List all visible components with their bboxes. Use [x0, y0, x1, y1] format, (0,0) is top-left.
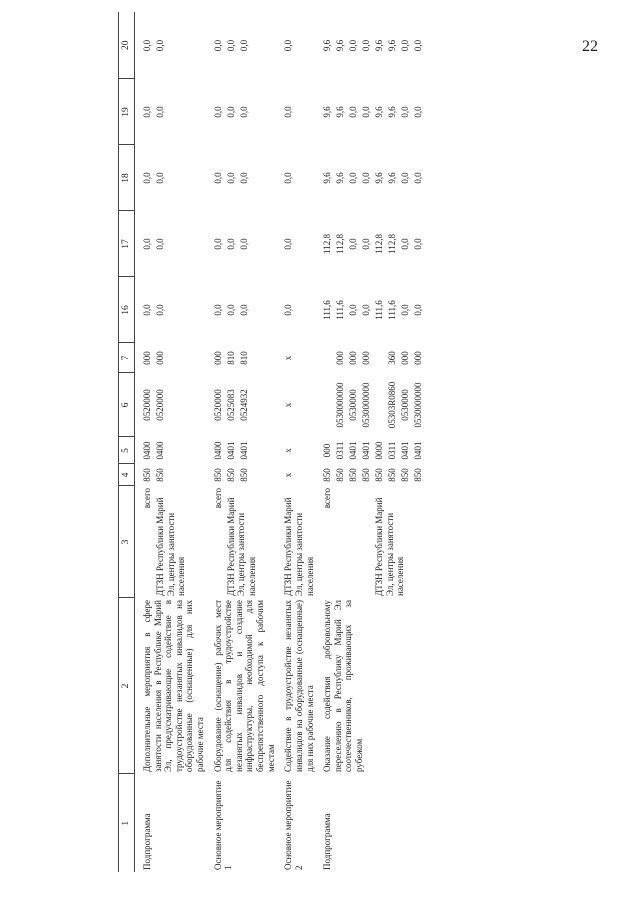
cell-value: 000: [400, 351, 411, 365]
row-description: Содействие в трудоустройстве незанятых инвалидов на оборудованные (оснащенные) для них рабочие места: [283, 600, 315, 772]
cell-value: 0,0: [361, 172, 372, 184]
cell-c4: [315, 464, 426, 486]
cell-value: 0,0: [155, 238, 165, 250]
cell-value: 0524932: [238, 389, 249, 421]
cell-value: 0,0: [142, 106, 152, 118]
cell-value: 0,0: [361, 304, 372, 316]
cell-c19: [135, 79, 206, 145]
cell-value: 850: [238, 468, 249, 482]
cell-value: [374, 345, 387, 371]
cell-value: 850: [374, 468, 385, 482]
cell-value: 0,0: [238, 39, 249, 52]
cell-value: 850: [225, 468, 236, 482]
cell-c19: [315, 79, 426, 145]
cell-value: 0,0: [238, 106, 249, 118]
cell-value: 850: [400, 468, 411, 482]
cell-value: 05303R0860: [387, 381, 398, 429]
cell-c5: [206, 437, 277, 464]
cell-value: 0,0: [155, 172, 165, 184]
cell-value: 850: [387, 468, 398, 482]
cell-value: 0,0: [400, 106, 411, 118]
col-header-19: 19: [119, 79, 135, 145]
table-body: [135, 12, 427, 872]
cell-value: 0,0: [225, 238, 236, 250]
cell-c6: [206, 373, 277, 437]
cell-c20: [315, 12, 426, 79]
cell-value: 112,8: [335, 234, 346, 254]
cell-value: 850: [142, 468, 152, 482]
executor-line: всего: [322, 488, 333, 509]
cell-value: 850: [413, 468, 424, 482]
cell-value: 360: [387, 351, 398, 365]
cell-value: 0,0: [155, 304, 165, 316]
cell-value: 0,0: [413, 238, 424, 250]
cell-value: 0,0: [400, 39, 411, 52]
table-row: [135, 12, 206, 872]
row-executor: [276, 486, 315, 598]
page-number: 22: [582, 38, 598, 55]
cell-c16: [135, 277, 206, 343]
row-category: Подпрограмма: [142, 813, 152, 870]
budget-table: [118, 12, 426, 872]
cell-value: 9,6: [322, 106, 333, 118]
header-row: [119, 12, 135, 872]
cell-value: 000: [413, 351, 424, 365]
cell-value: 000: [322, 443, 333, 458]
cell-value: 0520000: [142, 389, 152, 421]
cell-value: 0401: [348, 441, 359, 460]
cell-value: 9,6: [387, 106, 398, 118]
cell-value: 0,0: [348, 238, 359, 250]
cell-value: 0,0: [238, 172, 249, 184]
col-header-17: 17: [119, 211, 135, 277]
cell-value: 9,6: [322, 172, 333, 184]
cell-value: 0,0: [212, 106, 223, 118]
cell-c7: [206, 343, 277, 373]
cell-value: 0520000: [155, 389, 165, 421]
col-header-2: 2: [119, 598, 135, 774]
cell-value: 0,0: [413, 106, 424, 118]
cell-value: 0311: [387, 441, 398, 460]
cell-value: 850: [361, 468, 372, 482]
cell-c4: [135, 464, 206, 486]
cell-value: 0311: [335, 441, 346, 460]
row-executor: [206, 486, 277, 598]
cell-c16: [276, 277, 315, 343]
cell-value: 111,6: [387, 300, 398, 320]
executor-line: [348, 488, 361, 596]
executor-line: ДТЗН Республики Марий Эл, центры занятости населения: [155, 497, 187, 596]
cell-value: 0,0: [283, 238, 294, 250]
cell-value: 0,0: [283, 304, 294, 316]
cell-c17: [206, 211, 277, 277]
cell-value: x: [283, 472, 294, 478]
cell-value: 0530000000: [335, 382, 346, 428]
table-row: [315, 12, 426, 872]
executor-line: [361, 488, 374, 596]
cell-value: 0,0: [225, 304, 236, 316]
cell-c18: [315, 145, 426, 211]
cell-value: [374, 375, 387, 435]
cell-value: 9,6: [387, 39, 398, 52]
cell-value: 0,0: [142, 304, 152, 316]
cell-value: 850: [155, 468, 165, 482]
cell-c5: [135, 437, 206, 464]
cell-value: x: [283, 355, 294, 361]
cell-c16: [206, 277, 277, 343]
executor-line: [335, 488, 348, 596]
executor-line: всего: [142, 488, 152, 509]
cell-value: 0000: [374, 441, 385, 460]
cell-value: 0,0: [348, 172, 359, 184]
cell-value: 9,6: [322, 39, 333, 52]
cell-c20: [135, 12, 206, 79]
cell-value: 0530000: [348, 389, 359, 421]
cell-value: 9,6: [374, 172, 385, 184]
cell-value: 0,0: [400, 172, 411, 184]
cell-value: [322, 345, 335, 371]
col-header-6: 6: [119, 373, 135, 437]
cell-value: 0,0: [400, 304, 411, 316]
cell-value: 850: [348, 468, 359, 482]
executor-line: всего: [212, 488, 223, 509]
row-executor: [315, 486, 426, 598]
cell-c20: [206, 12, 277, 79]
table-row: [276, 12, 315, 872]
col-header-4: 4: [119, 464, 135, 486]
cell-value: 0,0: [238, 304, 249, 316]
cell-value: 810: [238, 351, 249, 365]
cell-value: 0401: [413, 441, 424, 460]
col-header-7: 7: [119, 343, 135, 373]
cell-value: 0,0: [142, 172, 152, 184]
cell-c18: [135, 145, 206, 211]
cell-c6: [276, 373, 315, 437]
col-header-20: 20: [119, 12, 135, 79]
cell-c18: [206, 145, 277, 211]
row-description: Оказание содействия добровольному переселению в Республику Марий Эл соотечественников, проживающих за рубежом: [322, 600, 364, 772]
cell-c16: [315, 277, 426, 343]
cell-value: 9,6: [374, 39, 385, 52]
cell-value: 111,6: [374, 300, 385, 320]
cell-c20: [276, 12, 315, 79]
cell-value: 111,6: [335, 300, 346, 320]
cell-value: 9,6: [335, 39, 346, 52]
cell-value: 000: [335, 351, 346, 365]
cell-value: 0,0: [413, 39, 424, 52]
col-header-16: 16: [119, 277, 135, 343]
cell-value: 0,0: [142, 39, 152, 52]
rotated-table-container: [118, 12, 639, 872]
col-header-1: 1: [119, 774, 135, 872]
cell-value: 0,0: [361, 238, 372, 250]
row-description: Дополнительные мероприятия в сфере занятости населения в Республике Марий Эл, предусматривающие содействие в трудоустройстве незанятых инвалидов на оборудованные (оснащенные) для них рабочие места: [142, 600, 206, 772]
cell-value: 000: [155, 351, 165, 365]
cell-value: 0,0: [155, 39, 165, 52]
cell-c6: [135, 373, 206, 437]
cell-value: 112,8: [387, 234, 398, 254]
cell-value: 9,6: [335, 172, 346, 184]
cell-value: 0,0: [238, 238, 249, 250]
cell-value: 0525083: [225, 389, 236, 421]
cell-c17: [315, 211, 426, 277]
row-description: Оборудование (оснащение) рабочих мест для содействия в трудоустройстве незанятых инвалидов и создание инфраструктуры, необходимой для беспрепятственного доступа к рабочим местам: [212, 600, 276, 772]
cell-value: 850: [212, 468, 223, 482]
cell-c5: [315, 437, 426, 464]
cell-value: 000: [212, 351, 223, 365]
executor-line: ДТЗН Республики Марий Эл, центры занятости населения: [225, 497, 257, 596]
cell-value: 0,0: [283, 39, 294, 52]
cell-value: 0,0: [142, 238, 152, 250]
cell-value: 0,0: [225, 172, 236, 184]
cell-value: 9,6: [335, 106, 346, 118]
cell-value: 850: [322, 468, 333, 482]
cell-c7: [276, 343, 315, 373]
cell-c18: [276, 145, 315, 211]
cell-value: 0401: [225, 441, 236, 460]
cell-value: 0,0: [348, 304, 359, 316]
cell-value: x: [283, 402, 294, 408]
row-category: Основное мероприятие 2: [283, 780, 304, 870]
cell-c4: [276, 464, 315, 486]
cell-value: 0400: [212, 441, 223, 460]
cell-value: 0401: [400, 441, 411, 460]
cell-value: 9,6: [374, 106, 385, 118]
row-executor: [135, 486, 206, 598]
cell-c4: [206, 464, 277, 486]
cell-value: 0,0: [283, 172, 294, 184]
cell-value: 0400: [142, 441, 152, 460]
cell-value: 112,8: [374, 234, 385, 254]
executor-line: ДТЗН Республики Марий Эл, центры занятости населения: [374, 497, 406, 596]
cell-value: 0400: [155, 441, 165, 460]
cell-value: [322, 375, 335, 435]
executor-line: ДТЗН Республики Марий Эл, центры занятости населения: [283, 497, 315, 596]
cell-value: 0,0: [361, 39, 372, 52]
cell-value: 9,6: [387, 172, 398, 184]
cell-c6: [315, 373, 426, 437]
cell-value: 000: [361, 351, 372, 365]
cell-value: 000: [348, 351, 359, 365]
cell-value: 0401: [361, 441, 372, 460]
cell-value: 112,8: [322, 234, 333, 254]
cell-c7: [135, 343, 206, 373]
cell-value: 0,0: [348, 39, 359, 52]
cell-value: 810: [225, 351, 236, 365]
cell-value: 0,0: [283, 106, 294, 118]
cell-value: 0520000: [212, 389, 223, 421]
row-category: Основное мероприятие 1: [212, 780, 234, 870]
cell-value: 0,0: [413, 172, 424, 184]
cell-value: 0,0: [212, 238, 223, 250]
table-row: [206, 12, 277, 872]
cell-c5: [276, 437, 315, 464]
cell-value: 0,0: [212, 304, 223, 316]
cell-value: 0,0: [361, 106, 372, 118]
cell-value: 0,0: [348, 106, 359, 118]
cell-value: 111,6: [322, 300, 333, 320]
cell-value: 0,0: [413, 304, 424, 316]
cell-value: 0,0: [400, 238, 411, 250]
row-category: Подпрограмма: [322, 813, 333, 870]
cell-c17: [276, 211, 315, 277]
cell-value: 0,0: [155, 106, 165, 118]
cell-c7: [315, 343, 426, 373]
cell-value: 0530000000: [361, 382, 372, 428]
cell-value: 0,0: [212, 172, 223, 184]
cell-value: x: [283, 448, 294, 453]
cell-value: 0530000: [400, 389, 411, 421]
cell-value: 850: [335, 468, 346, 482]
cell-value: 000: [142, 351, 152, 365]
cell-value: 0,0: [212, 39, 223, 52]
cell-c19: [276, 79, 315, 145]
cell-value: 0401: [238, 441, 249, 460]
cell-value: 0530000000: [413, 382, 424, 428]
col-header-3: 3: [119, 486, 135, 598]
col-header-18: 18: [119, 145, 135, 211]
cell-c17: [135, 211, 206, 277]
cell-c19: [206, 79, 277, 145]
col-header-5: 5: [119, 437, 135, 464]
cell-value: 0,0: [225, 39, 236, 52]
cell-value: 0,0: [225, 106, 236, 118]
